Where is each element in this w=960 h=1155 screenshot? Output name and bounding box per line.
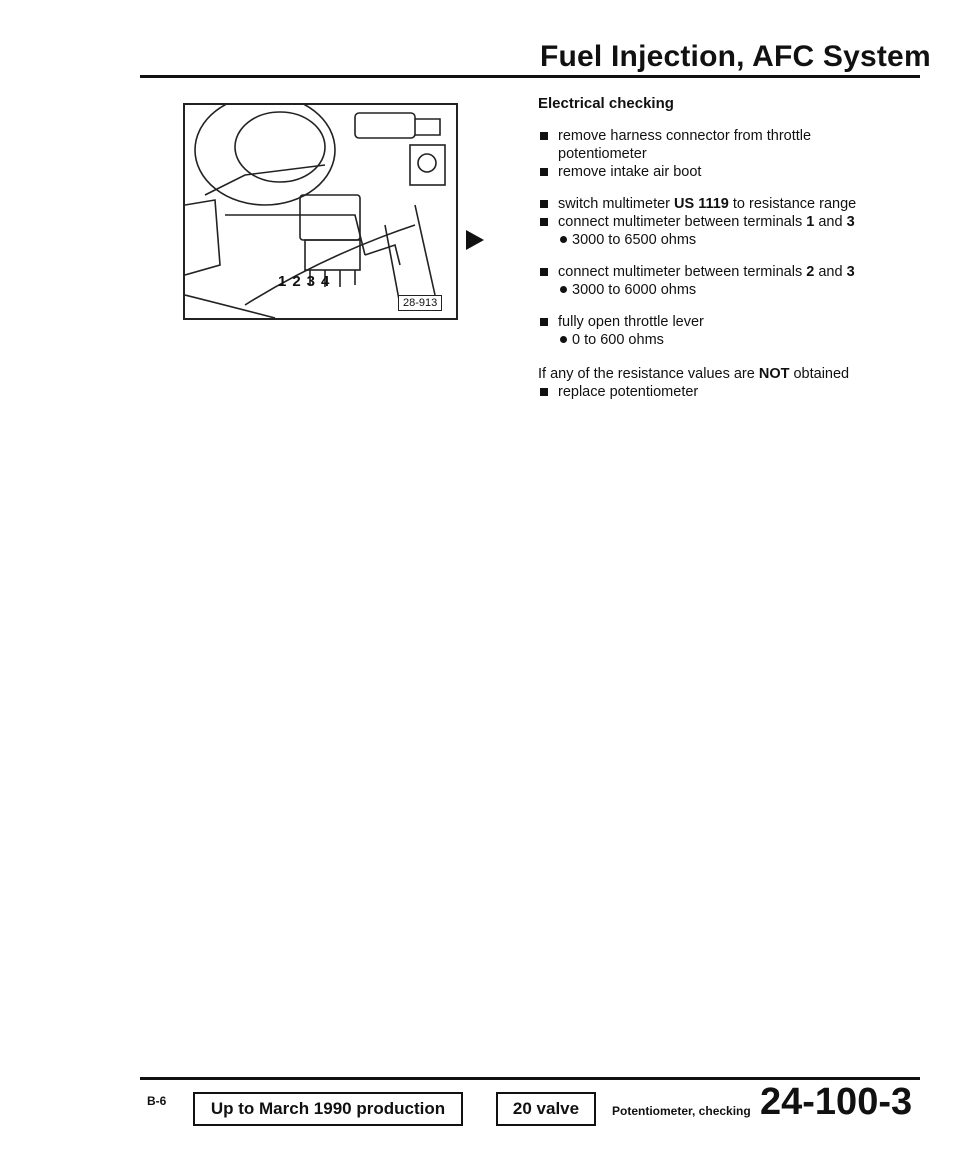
step-remove-boot: remove intake air boot [538, 163, 878, 181]
page-prefix: B-6 [147, 1094, 167, 1108]
section-title: Electrical checking [538, 95, 674, 112]
arrow-right-icon [466, 230, 484, 250]
square-bullet-icon [540, 268, 548, 276]
production-box: Up to March 1990 production [193, 1092, 463, 1126]
page-number: 24-100-3 [760, 1081, 913, 1123]
step-connect-2-3: connect multimeter between terminals 2 and 3 [538, 263, 878, 281]
header-rule [140, 75, 920, 78]
step-replace: replace potentiometer [538, 383, 878, 401]
spec-value-open: 0 to 600 ohms [538, 331, 878, 349]
square-bullet-icon [540, 218, 548, 226]
footer-subtitle: Potentiometer, checking [612, 1104, 751, 1118]
round-bullet-icon [560, 236, 567, 243]
square-bullet-icon [540, 388, 548, 396]
round-bullet-icon [560, 336, 567, 343]
valve-box: 20 valve [496, 1092, 596, 1126]
throttle-potentiometer-figure [183, 103, 458, 320]
step-remove-connector: remove harness connector from throttle potentiometer [538, 127, 878, 163]
terminal-numbers: 1234 [278, 273, 336, 290]
spec-value-2-3: 3000 to 6000 ohms [538, 281, 878, 299]
step-open-throttle: fully open throttle lever [538, 313, 878, 331]
square-bullet-icon [540, 132, 548, 140]
step-connect-1-3: connect multimeter between terminals 1 and 3 [538, 213, 878, 231]
square-bullet-icon [540, 200, 548, 208]
page-title: Fuel Injection, AFC System [540, 40, 931, 73]
instructions [538, 95, 878, 401]
footer-rule [140, 1077, 920, 1080]
square-bullet-icon [540, 318, 548, 326]
round-bullet-icon [560, 286, 567, 293]
figure-reference-id: 28-913 [398, 295, 442, 311]
spec-value-1-3: 3000 to 6500 ohms [538, 231, 878, 249]
step-switch-multimeter: switch multimeter US 1119 to resistance range [538, 195, 878, 213]
square-bullet-icon [540, 168, 548, 176]
condition-note: If any of the resistance values are NOT obtained [538, 366, 850, 382]
